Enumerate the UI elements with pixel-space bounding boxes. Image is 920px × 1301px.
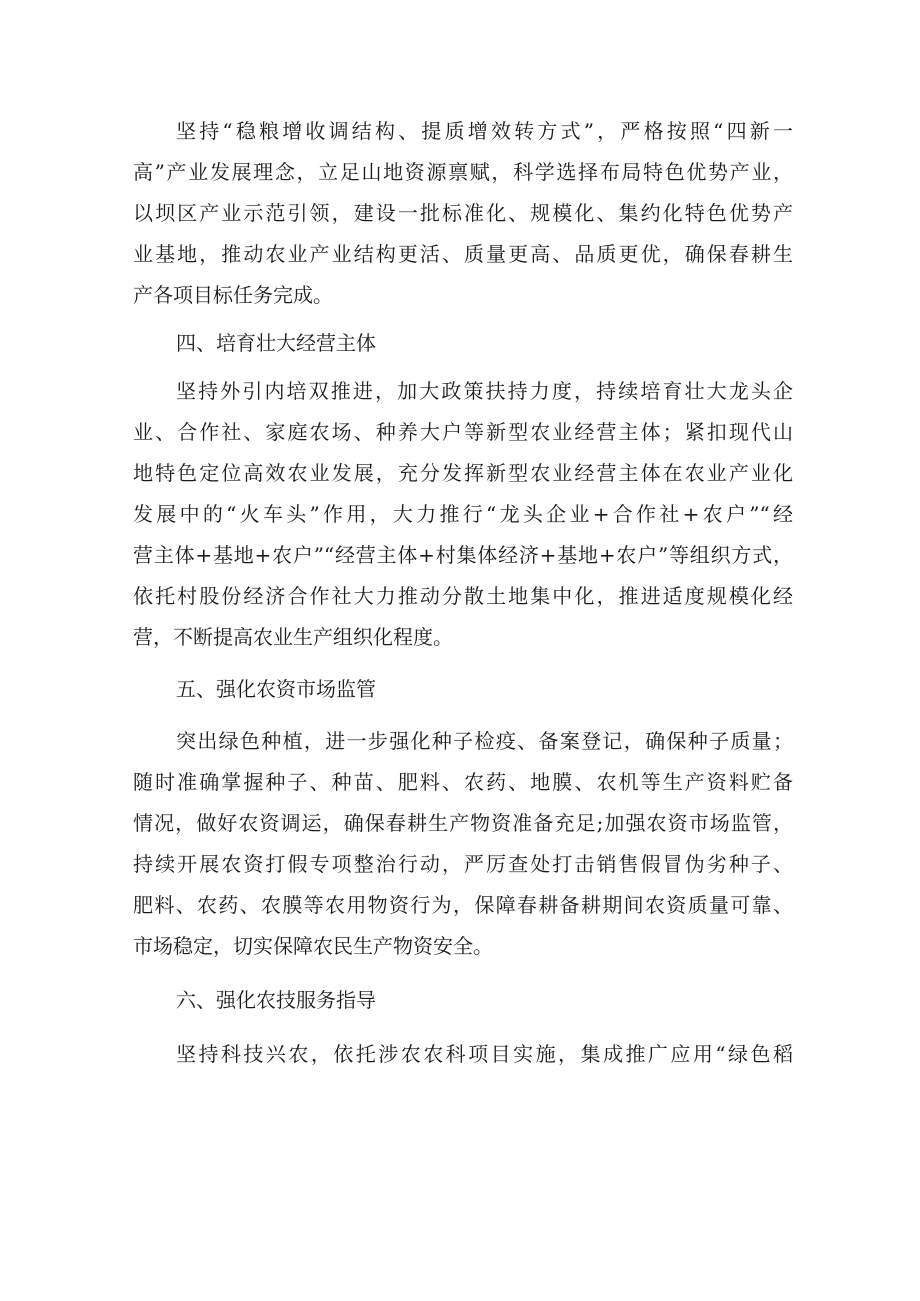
paragraph-line: 坚持外引内培双推进，加大政策扶持力度，持续培育壮大龙头企 (176, 379, 793, 403)
paragraph-market-supervision (133, 721, 793, 967)
paragraph-line: 持续开展农资打假专项整治行动，严厉查处打击销售假冒伪劣种子、 (133, 852, 793, 876)
paragraph-business-entities (133, 371, 793, 658)
paragraph-line: 依托村股份经济合作社大力推动分散土地集中化，推进适度规模化经 (133, 584, 793, 608)
paragraph-grain-structure (133, 111, 793, 316)
document-body (133, 111, 793, 1075)
section-heading-4: 四、培育壮大经营主体 (176, 331, 376, 355)
paragraph-line: 坚持“稳粮增收调结构、提质增效转方式”，严格按照“四新一 (176, 119, 793, 143)
paragraph-line: 以坝区产业示范引领，建设一批标准化、规模化、集约化特色优势产 (133, 201, 793, 225)
section-heading-5: 五、强化农资市场监管 (176, 677, 376, 701)
paragraph-line: 坚持科技兴农，依托涉农农科项目实施，集成推广应用“绿色稻 (176, 1042, 793, 1066)
paragraph-line: 随时准确掌握种子、种苗、肥料、农药、地膜、农机等生产资料贮备 (133, 770, 793, 794)
paragraph-line: 发展中的“火车头”作用，大力推行“龙头企业+合作社+农户”“经 (133, 502, 793, 526)
paragraph-line: 肥料、农药、农膜等农用物资行为，保障春耕备耕期间农资质量可靠、 (133, 893, 793, 917)
paragraph-line: 高”产业发展理念，立足山地资源禀赋，科学选择布局特色优势产业， (133, 160, 793, 184)
paragraph-line: 营主体+基地+农户”“经营主体+村集体经济+基地+农户”等组织方式， (133, 543, 793, 567)
paragraph-line: 突出绿色种植，进一步强化种子检疫、备案登记，确保种子质量； (176, 729, 793, 753)
section-heading-6: 六、强化农技服务指导 (176, 988, 376, 1012)
paragraph-line: 产各项目标任务完成。 (133, 283, 333, 307)
paragraph-line: 情况，做好农资调运，确保春耕生产物资准备充足;加强农资市场监管， (133, 811, 793, 835)
paragraph-line: 业基地，推动农业产业结构更活、质量更高、品质更优，确保春耕生 (133, 242, 793, 266)
paragraph-tech-service (133, 1034, 793, 1075)
paragraph-line: 市场稳定，切实保障农民生产物资安全。 (133, 934, 493, 958)
paragraph-line: 业、合作社、家庭农场、种养大户等新型农业经营主体；紧扣现代山 (133, 420, 793, 444)
paragraph-line: 地特色定位高效农业发展，充分发挥新型农业经营主体在农业产业化 (133, 461, 793, 485)
paragraph-line: 营，不断提高农业生产组织化程度。 (133, 625, 453, 649)
